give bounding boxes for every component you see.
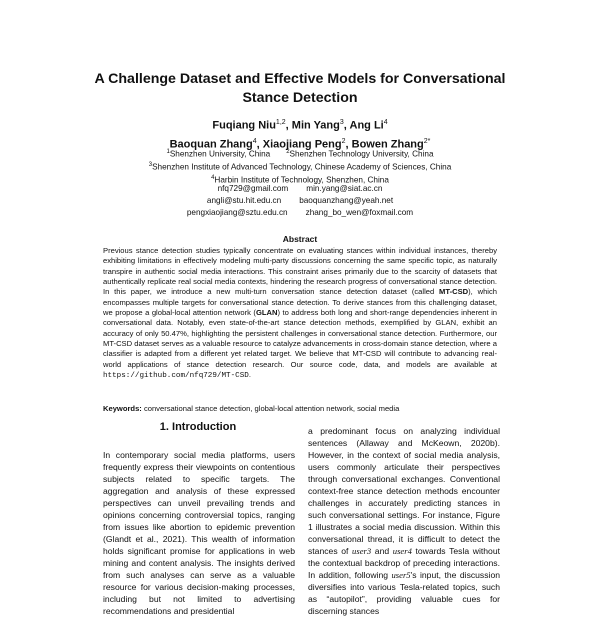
abstract-text: ) to address both long and short-range dependencies inherent in conversational data. Notably, even state-of-the-art stance detection methods, exemplified by GLAN, exhibit an accuracy of only 50.47%, highlighting the persistent challenges in conversational stance detection. Furthermore, our MT-CSD dataset serves as a valuable resource to catalyze advancements in cross-domain stance detection, where a classifier is adapted from a different yet related target. We believe that MT-CSD will contribute to advancing real-world applications of stance detection research. Our source code, data, and models are available at: [103, 308, 497, 369]
email-address[interactable]: angli@stu.hit.edu.cn: [206, 196, 282, 205]
affiliation-2: Shenzhen Technology University, China: [289, 149, 434, 159]
keywords-list: conversational stance detection, global-local attention network, social media: [141, 404, 400, 413]
body-text: 's input, the discussion diversifies into various Tesla-related topics, such as “autopilot”, providing valuable cues for discerning stances: [308, 570, 500, 616]
user-mention: user3: [352, 546, 372, 556]
email-address[interactable]: pengxiaojiang@sztu.edu.cn: [186, 208, 288, 217]
user-mention: user4: [392, 546, 412, 556]
author-name: Fuqiang Niu: [212, 119, 276, 132]
code-url-link[interactable]: https://github.com/nfq729/MT-CSD: [103, 372, 249, 381]
author-sep: ,: [343, 119, 350, 132]
intro-left-column: In contemporary social media platforms, users frequently express their viewpoints on contentious subjects related to specific targets. The aggregation and analysis of these expressed perspectives can unveil prevailing trends and opinions concerning controversial topics, ranging from issues like abortion to epidemic prevention (Glandt et al., 2021). This wealth of information holds significant promise for applications in web mining and content analysis. The insights derived from such analyses can serve as a valuable resource for various decision-making processes, including but not limited to advertising recommendations and presidential: [103, 450, 295, 616]
abstract-bold-term: GLAN: [255, 308, 278, 318]
author-name: Min Yang: [291, 119, 340, 132]
author-sup: 3: [339, 119, 344, 126]
author-name: Xiaojiang Peng: [262, 138, 342, 151]
affiliation-4: Harbin Institute of Technology, Shenzhen, China: [214, 176, 389, 186]
author-name: Ang Li: [349, 119, 384, 132]
affiliation-row-1: [60, 147, 540, 160]
author-sup: 2: [341, 137, 346, 145]
email-row: [100, 207, 500, 219]
author-sep: ,: [285, 119, 292, 132]
abstract-heading: Abstract: [282, 234, 318, 244]
author-name: Bowen Zhang: [351, 138, 424, 151]
section-heading-introduction: 1. Introduction: [159, 421, 237, 433]
email-address[interactable]: min.yang@siat.ac.cn: [306, 184, 383, 193]
affil-sup: 2: [286, 149, 290, 155]
abstract-text: .: [248, 370, 251, 380]
author-sep: ,: [256, 138, 263, 151]
affiliation-3: Shenzhen Institute of Advanced Technology, Chinese Academy of Sciences, China: [152, 162, 452, 172]
affil-sup: 3: [148, 162, 153, 169]
body-text: towards Tesla without the contextual backdrop of preceding interactions. In addition, following: [308, 546, 500, 580]
author-sup: 1,2: [275, 119, 286, 126]
abstract-body: [103, 246, 497, 381]
intro-right-column: [308, 425, 500, 617]
email-address[interactable]: zhang_bo_wen@foxmail.com: [305, 208, 414, 217]
keywords-label: Keywords:: [103, 404, 142, 413]
email-row: [100, 183, 500, 195]
abstract-text: ), which encompasses multiple targets for conversational stance detection. To derive stances from this challenging dataset, we propose a global-local attention network (: [103, 287, 497, 318]
affiliation-1: Shenzhen University, China: [169, 149, 271, 159]
email-row: [100, 195, 500, 207]
paper-title: [60, 70, 540, 108]
title-line-1: A Challenge Dataset and Effective Models for Conversational: [94, 71, 506, 87]
body-text: and: [371, 546, 393, 556]
author-sup: 2*: [423, 137, 431, 145]
abstract-text: Previous stance detection studies typically concentrate on evaluating stances within individual instances, thereby exhibiting limitations in effectively modeling multi-party discussions concerning the same specific topic, as naturally transpire in authentic social media interactions. This constraint arises primarily due to the scarcity of datasets that authentically replicate real social media contexts, hindering the research progress of conversational stance detection. In this paper, we introduce a new multi-turn conversation stance detection dataset (called: [103, 246, 497, 297]
author-sup: 4: [252, 137, 257, 145]
author-sup: 4: [383, 119, 388, 126]
user-mention: user5: [391, 570, 411, 580]
abstract-bold-term: MT-CSD: [439, 287, 469, 297]
body-text: a predominant focus on analyzing individual sentences (Allaway and McKeown, 2020b). However, in the context of social media analysis, users commonly articulate their perspectives through conversational exchanges. Conventional context-free stance detection methods encounter challenges in accurately predicting stances in such conversational settings. For instance, Figure 1 illustrates a social media discussion. Within this conversational thread, it is difficult to detect the stances of: [308, 426, 500, 556]
author-name: Baoquan Zhang: [169, 138, 253, 151]
author-sep: ,: [345, 138, 352, 151]
affil-sup: 1: [166, 149, 170, 155]
authors-line-1: [80, 115, 520, 134]
email-list: [100, 183, 500, 219]
email-address[interactable]: baoquanzhang@yeah.net: [299, 196, 394, 205]
title-line-2: Stance Detection: [242, 90, 358, 106]
email-address[interactable]: nfq729@gmail.com: [217, 184, 289, 193]
affiliation-row-2: [60, 160, 540, 173]
affil-sup: 4: [211, 175, 215, 182]
keywords: [103, 404, 497, 414]
affiliations: [60, 147, 540, 187]
